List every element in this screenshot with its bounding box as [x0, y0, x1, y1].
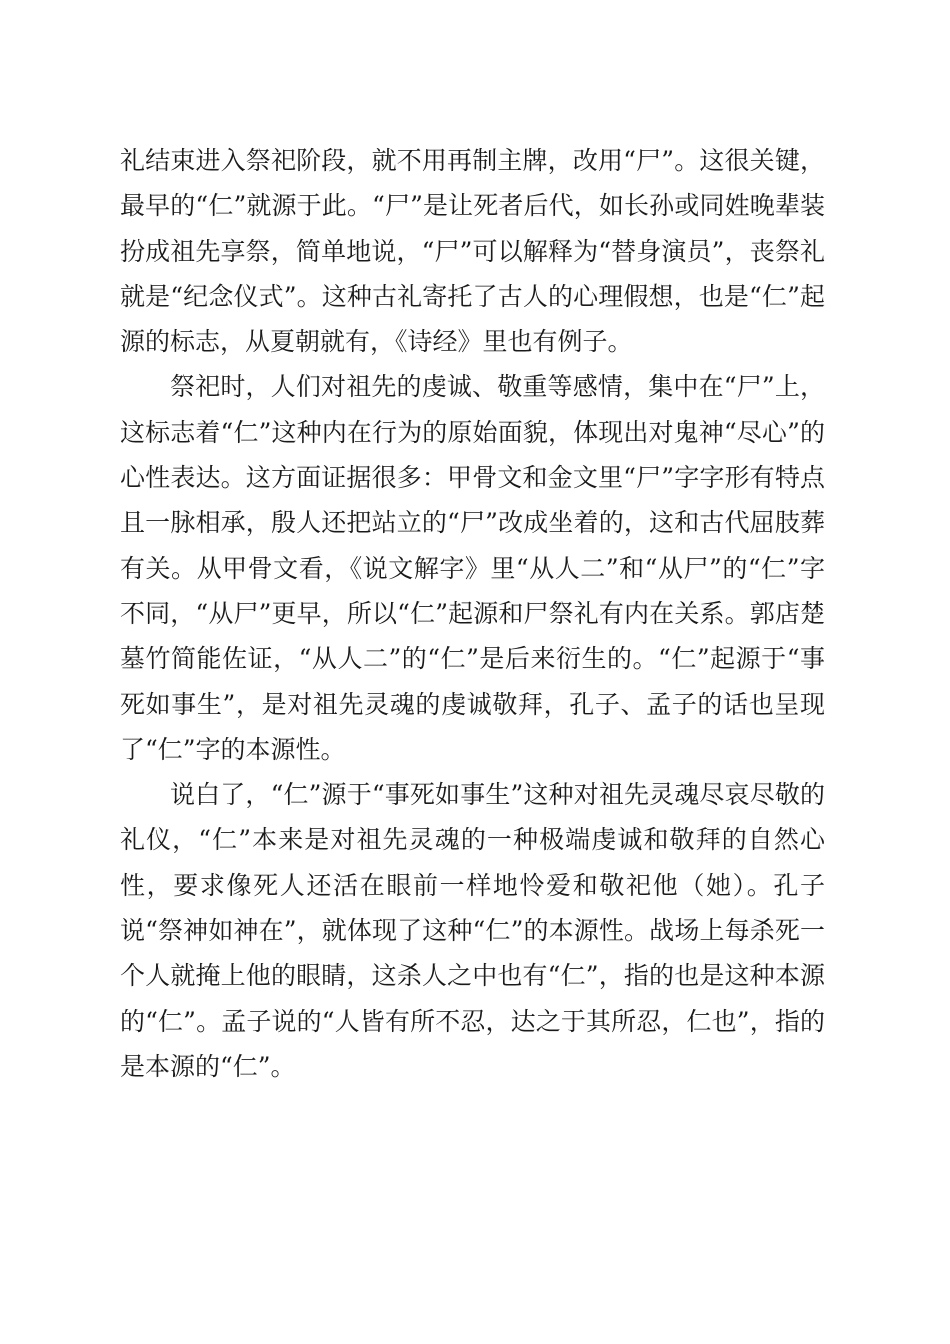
paragraph-conclusion: 说白了，“仁”源于“事死如事生”这种对祖先灵魂尽哀尽敬的礼仪，“仁”本来是对祖先灵魂的一种极端虔诚和敬拜的自然心性，要求像死人还活在眼前一样地怜爱和敬祀他（她）。孔子说“祭神如神在”，就体现了这种“仁”的本源性。战场上每杀死一个人就掩上他的眼睛，这杀人之中也有“仁”，指的也是这种本源的“仁”。孟子说的“人皆有所不忍，达之于其所忍，仁也”，指的是本源的“仁”。 [120, 780, 825, 1081]
paragraph-sacrifice-evidence: 祭祀时，人们对祖先的虔诚、敬重等感情，集中在“尸”上，这标志着“仁”这种内在行为的原始面貌，体现出对鬼神“尽心”的心性表达。这方面证据很多：甲骨文和金文里“尸”字字形有特点且一脉相承，殷人还把站立的“尸”改成坐着的，这和古代屈肢葬有关。从甲骨文看，《说文解字》里“从人二”和“从尸”的“仁”字不同，“从尸”更早，所以“仁”起源和尸祭礼有内在关系。郭店楚墓竹简能佐证，“从人二”的“仁”是后来衍生的。“仁”起源于“事死如事生”，是对祖先灵魂的虔诚敬拜，孔子、孟子的话也呈现了“仁”字的本源性。 [120, 372, 825, 764]
paragraph-continuation: 礼结束进入祭祀阶段，就不用再制主牌，改用“尸”。这很关键，最早的“仁”就源于此。“尸”是让死者后代，如长孙或同姓晚辈装扮成祖先享祭，简单地说，“尸”可以解释为“替身演员”，丧祭礼就是“纪念仪式”。这种古礼寄托了古人的心理假想，也是“仁”起源的标志，从夏朝就有，《诗经》里也有例子。 [120, 146, 825, 357]
body-text [120, 138, 825, 1089]
